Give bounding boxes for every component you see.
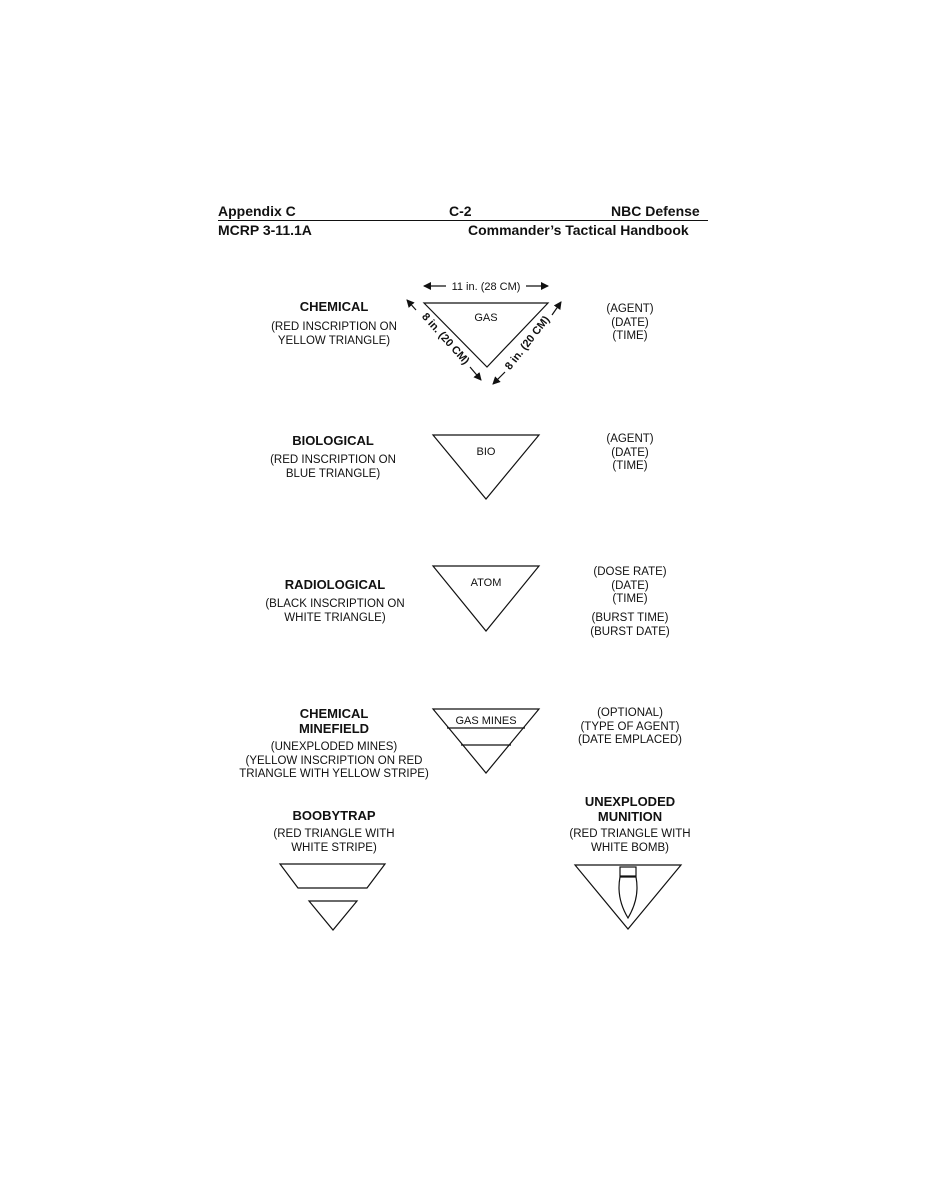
minefield-marker-triangle	[433, 709, 539, 773]
minefield-inscription: GAS MINES	[455, 715, 517, 727]
radiological-info-burst: (BURST TIME) (BURST DATE)	[590, 612, 670, 638]
chemical-inscription: GAS	[474, 312, 498, 324]
header-handbook: Commander’s Tactical Handbook	[468, 222, 689, 238]
boobytrap-marker	[280, 864, 385, 930]
header-page-number: C-2	[449, 203, 472, 219]
minefield-description: (UNEXPLODED MINES) (YELLOW INSCRIPTION ON RED TRIANGLE WITH YELLOW STRIPE)	[239, 741, 429, 780]
radiological-description: (BLACK INSCRIPTION ON WHITE TRIANGLE)	[265, 598, 405, 624]
unexploded-munition-marker	[575, 865, 681, 929]
unexploded-munition-title: UNEXPLODED MUNITION	[584, 794, 676, 824]
right-side-label: 8 in. (20 CM)	[502, 313, 553, 373]
left-side-dimension-arrow	[407, 300, 481, 380]
radiological-title: RADIOLOGICAL	[284, 577, 386, 592]
header-section: NBC Defense	[611, 203, 700, 219]
radiological-inscription: ATOM	[470, 577, 502, 589]
biological-inscription: BIO	[476, 446, 496, 458]
biological-title: BIOLOGICAL	[292, 433, 374, 448]
chemical-info: (AGENT) (DATE) (TIME)	[606, 303, 654, 342]
width-label: 11 in. (28 CM)	[451, 281, 521, 293]
boobytrap-description: (RED TRIANGLE WITH WHITE STRIPE)	[273, 828, 395, 854]
bomb-icon	[619, 867, 637, 918]
chemical-description: (RED INSCRIPTION ON YELLOW TRIANGLE)	[271, 321, 397, 347]
minefield-info: (OPTIONAL) (TYPE OF AGENT) (DATE EMPLACED)	[578, 707, 682, 746]
header-appendix: Appendix C	[218, 203, 296, 219]
unexploded-munition-description: (RED TRIANGLE WITH WHITE BOMB)	[569, 828, 691, 854]
boobytrap-title: BOOBYTRAP	[292, 808, 376, 823]
minefield-title: CHEMICAL MINEFIELD	[298, 706, 370, 736]
right-side-dimension-arrow	[493, 302, 561, 384]
biological-description: (RED INSCRIPTION ON BLUE TRIANGLE)	[270, 454, 396, 480]
biological-info: (AGENT) (DATE) (TIME)	[606, 433, 654, 472]
biological-marker-triangle	[433, 435, 539, 499]
radiological-marker-triangle	[433, 566, 539, 631]
radiological-info-primary: (DOSE RATE) (DATE) (TIME)	[593, 566, 667, 605]
left-side-label: 8 in. (20 CM)	[419, 310, 472, 368]
chemical-title: CHEMICAL	[299, 299, 369, 314]
width-dimension-arrow	[424, 281, 548, 293]
header-publication: MCRP 3-11.1A	[218, 222, 312, 238]
